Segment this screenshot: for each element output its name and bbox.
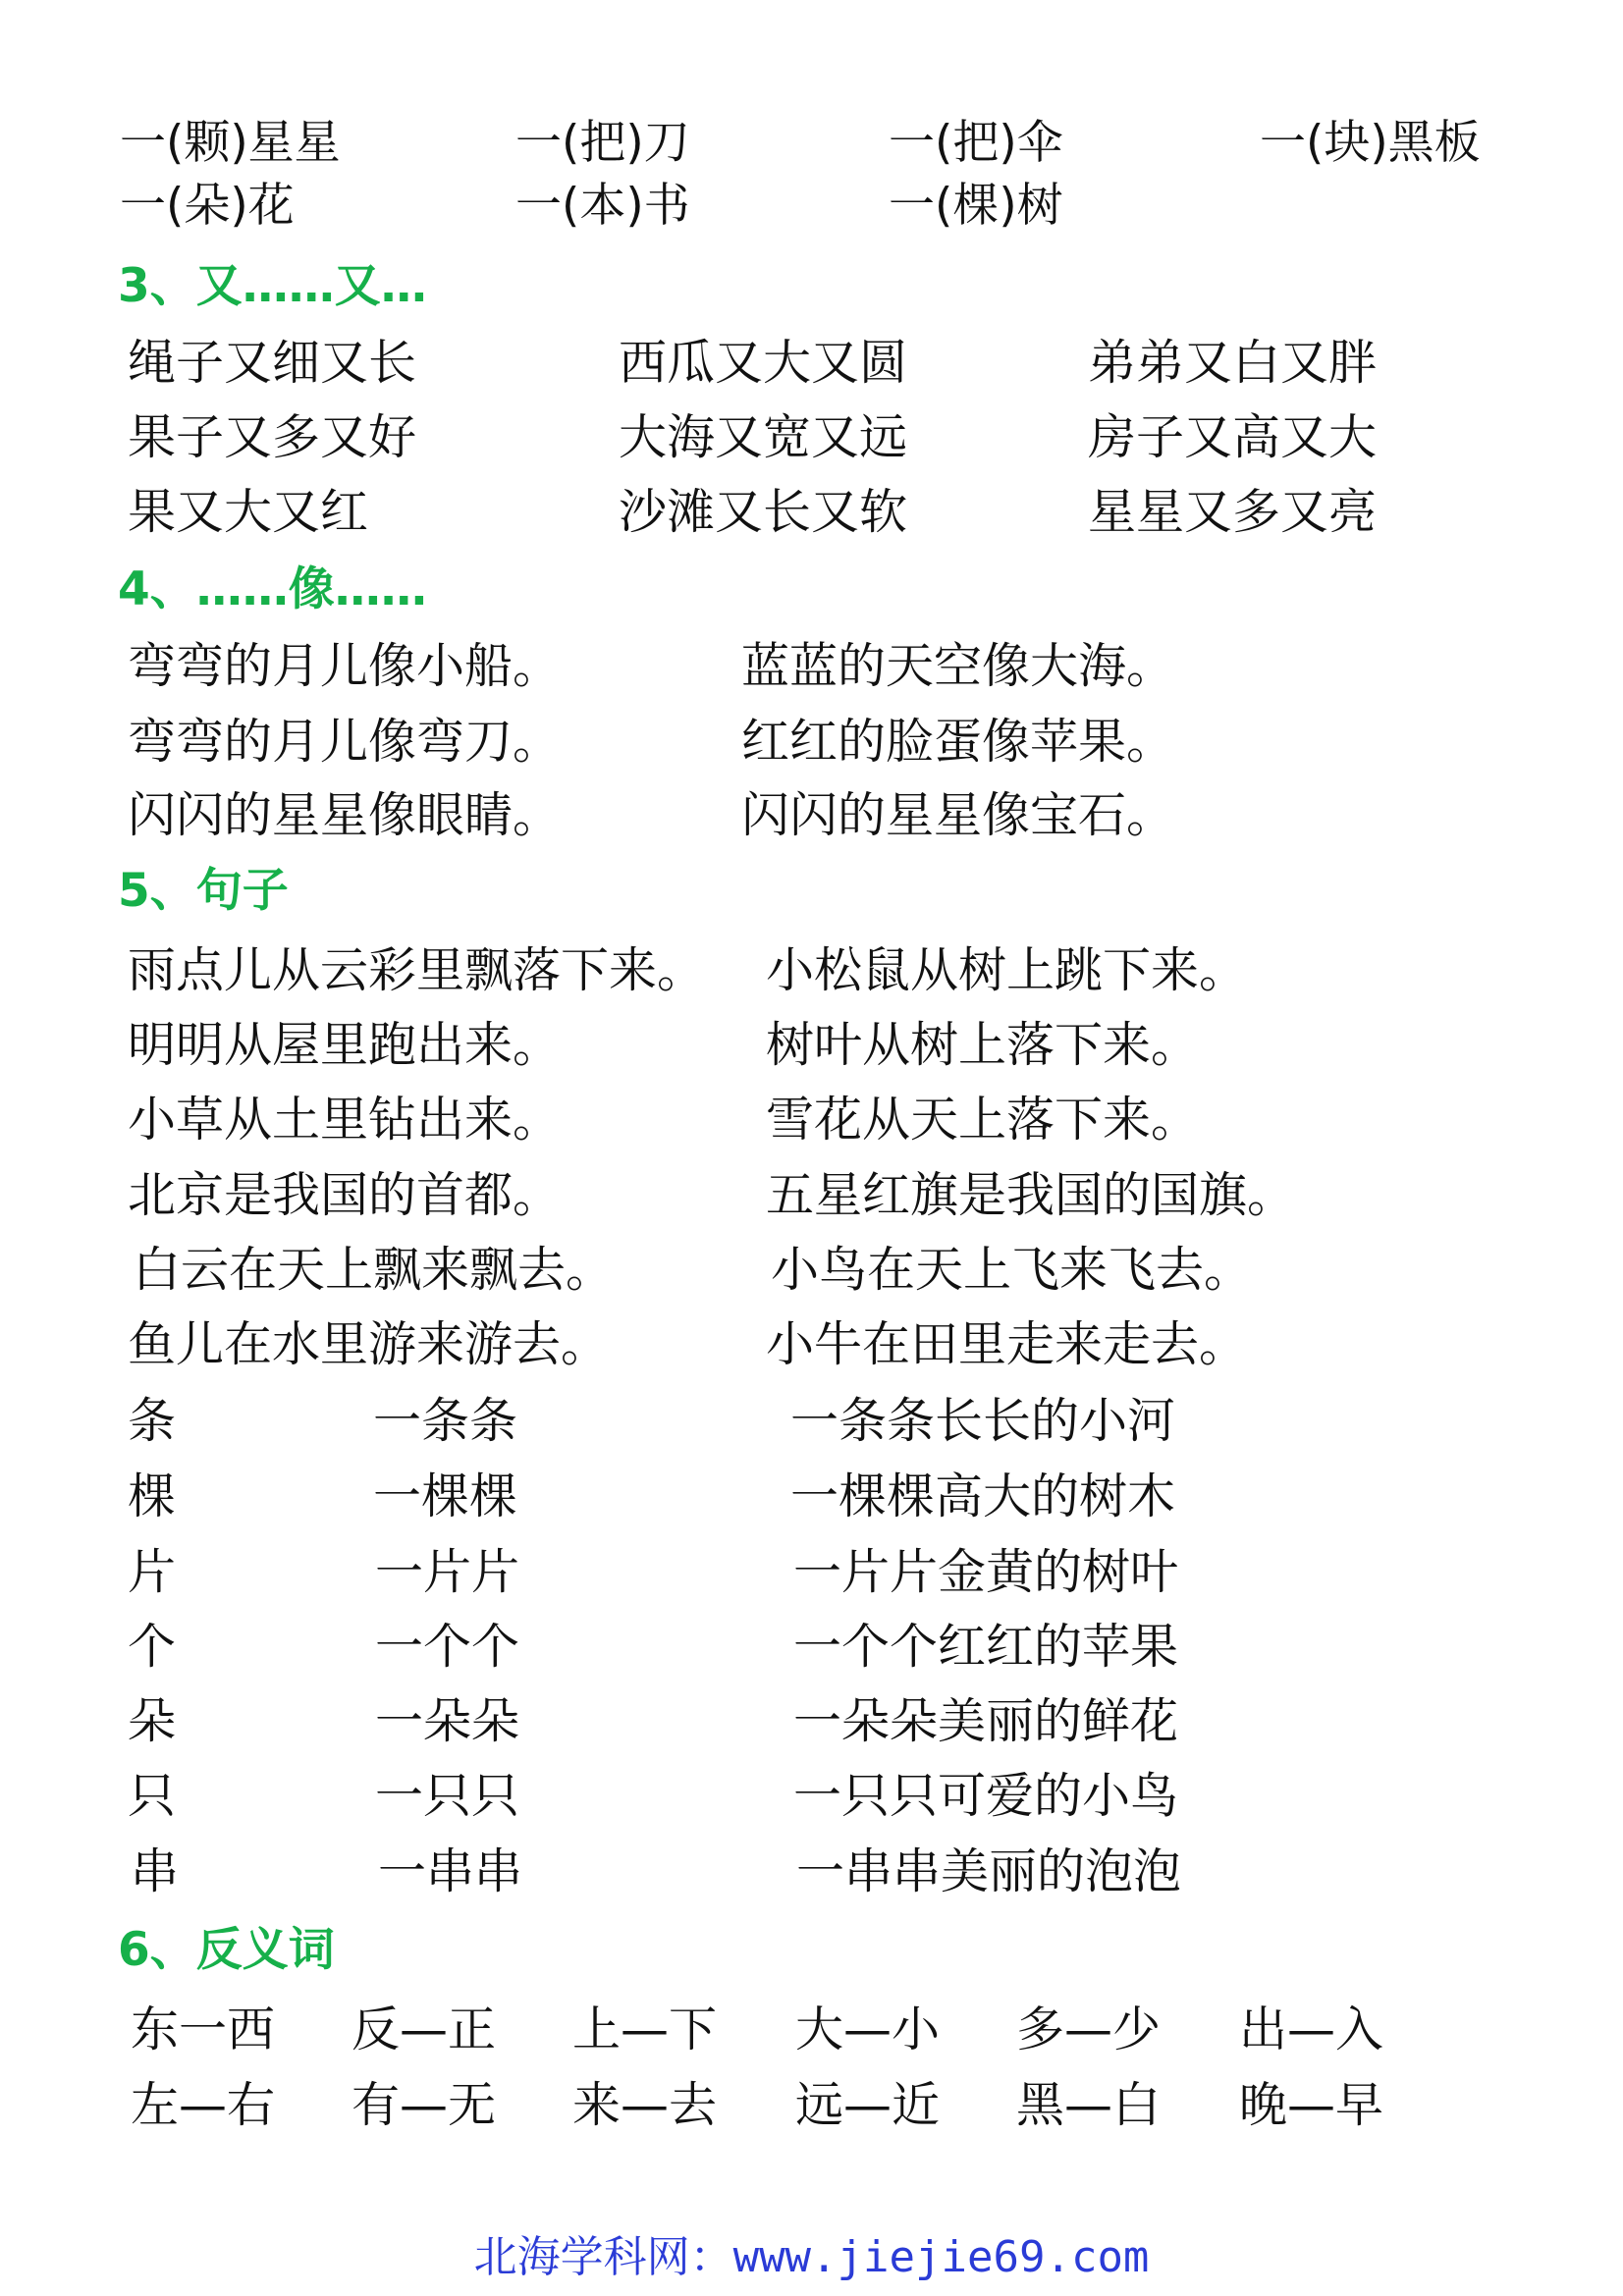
redup-word: 一朵朵 xyxy=(375,1693,520,1749)
antonym-pair: 东一西 xyxy=(131,2002,276,2057)
redup-phrase: 一朵朵美丽的鲜花 xyxy=(793,1693,1179,1749)
section-4-item: 红红的脸蛋像苹果。 xyxy=(741,714,1175,770)
antonym-pair: 上—下 xyxy=(572,2002,718,2057)
measure-word-2-1: 一(朵)花 xyxy=(120,179,295,233)
sentence-item: 小牛在田里走来走去。 xyxy=(766,1316,1248,1372)
sentence-item: 小松鼠从树上跳下来。 xyxy=(766,942,1248,998)
redup-phrase: 一片片金黄的树叶 xyxy=(793,1544,1179,1600)
antonym-pair: 多—少 xyxy=(1016,2002,1162,2057)
redup-char: 条 xyxy=(128,1393,177,1449)
section-3-item: 房子又高又大 xyxy=(1088,409,1378,465)
redup-phrase: 一个个红红的苹果 xyxy=(793,1619,1179,1675)
redup-phrase: 一条条长长的小河 xyxy=(790,1393,1176,1449)
sentence-item: 白云在天上飘来飘去。 xyxy=(133,1242,615,1298)
section-3-heading: 3、又……又… xyxy=(118,259,427,313)
section-3-item: 星星又多又亮 xyxy=(1088,484,1378,540)
measure-word-1-4: 一(块)黑板 xyxy=(1260,116,1481,170)
footer-url-link[interactable]: www.jiejie69.com xyxy=(732,2232,1150,2282)
footer xyxy=(0,2232,1623,2282)
section-4-item: 弯弯的月儿像小船。 xyxy=(128,638,562,694)
redup-char: 个 xyxy=(128,1619,177,1675)
section-3-item: 大海又宽又远 xyxy=(619,409,908,465)
redup-char: 片 xyxy=(128,1544,177,1600)
section-3-item: 果又大又红 xyxy=(128,484,369,540)
redup-char: 串 xyxy=(131,1843,180,1899)
sentence-item: 雨点儿从云彩里飘落下来。 xyxy=(128,942,706,998)
antonym-pair: 晚—早 xyxy=(1239,2077,1384,2133)
sentence-item: 小草从土里钻出来。 xyxy=(128,1092,562,1148)
section-4-item: 闪闪的星星像眼睛。 xyxy=(128,787,562,843)
antonym-pair: 远—近 xyxy=(795,2077,941,2133)
sentence-item: 明明从屋里跑出来。 xyxy=(128,1017,562,1073)
measure-word-1-1: 一(颗)星星 xyxy=(120,116,341,170)
sentence-item: 五星红旗是我国的国旗。 xyxy=(766,1167,1296,1223)
redup-word: 一棵棵 xyxy=(373,1468,518,1524)
section-4-item: 弯弯的月儿像弯刀。 xyxy=(128,714,562,770)
redup-char: 只 xyxy=(128,1768,177,1824)
section-3-item: 沙滩又长又软 xyxy=(619,484,908,540)
sentence-item: 北京是我国的首都。 xyxy=(128,1167,562,1223)
redup-word: 一个个 xyxy=(375,1619,520,1675)
sentence-item: 树叶从树上落下来。 xyxy=(766,1017,1200,1073)
antonym-pair: 有—无 xyxy=(352,2077,497,2133)
redup-word: 一只只 xyxy=(375,1768,520,1824)
section-3-item: 西瓜又大又圆 xyxy=(619,335,908,391)
antonym-pair: 来—去 xyxy=(572,2077,718,2133)
footer-site-name: 北海学科网： xyxy=(473,2232,733,2282)
antonym-pair: 出—入 xyxy=(1239,2002,1384,2057)
antonym-pair: 黑—白 xyxy=(1016,2077,1162,2133)
redup-phrase: 一棵棵高大的树木 xyxy=(790,1468,1176,1524)
redup-word: 一片片 xyxy=(375,1544,520,1600)
antonym-pair: 反—正 xyxy=(352,2002,497,2057)
section-6-heading: 6、反义词 xyxy=(118,1923,335,1977)
antonym-pair: 大—小 xyxy=(795,2002,941,2057)
redup-char: 棵 xyxy=(128,1468,177,1524)
redup-phrase: 一串串美丽的泡泡 xyxy=(796,1843,1182,1899)
section-3-item: 弟弟又白又胖 xyxy=(1088,335,1378,391)
redup-word: 一条条 xyxy=(373,1393,518,1449)
antonym-pair: 左—右 xyxy=(131,2077,276,2133)
section-3-item: 果子又多又好 xyxy=(128,409,417,465)
measure-word-1-2: 一(把)刀 xyxy=(515,116,690,170)
redup-word: 一串串 xyxy=(378,1843,523,1899)
section-4-item: 闪闪的星星像宝石。 xyxy=(741,787,1175,843)
section-4-heading: 4、……像…… xyxy=(118,562,427,616)
measure-word-1-3: 一(把)伞 xyxy=(889,116,1063,170)
sentence-item: 雪花从天上落下来。 xyxy=(766,1092,1200,1148)
redup-char: 朵 xyxy=(128,1693,177,1749)
measure-word-2-2: 一(本)书 xyxy=(515,179,690,233)
measure-word-2-3: 一(棵)树 xyxy=(889,179,1063,233)
section-4-item: 蓝蓝的天空像大海。 xyxy=(741,638,1175,694)
sentence-item: 小鸟在天上飞来飞去。 xyxy=(771,1242,1253,1298)
section-3-item: 绳子又细又长 xyxy=(128,335,417,391)
redup-phrase: 一只只可爱的小鸟 xyxy=(793,1768,1179,1824)
section-5-heading: 5、句子 xyxy=(118,864,289,918)
sentence-item: 鱼儿在水里游来游去。 xyxy=(128,1316,610,1372)
